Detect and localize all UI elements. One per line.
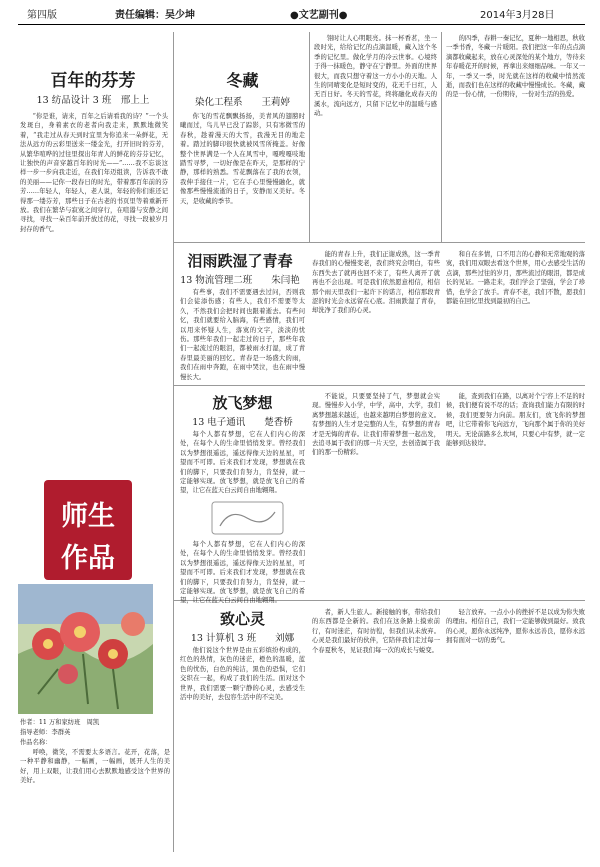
article-body-continued: 不能说，只要要坚持了气，梦想就会实现。慢慢步入小学，中学，高中，大学，我们离梦想越来越近，也越来越明白梦想的意义。有梦想的人生才是完整的人生，有梦想的青春才是无悔的青春。让我们带着梦想一起出发，去追寻属于我们的那一片天空，去创造属于我们的那一份精彩。 — [312, 393, 440, 457]
caption-teacher: 指导老师：李群英 — [20, 729, 71, 736]
article-title: 冬藏 — [226, 71, 259, 90]
issue-date: 2014年3月28日 — [480, 10, 555, 21]
teacher-student-works-badge — [44, 480, 132, 580]
article-body: 你飞的雪花飘飘扬扬，美青风的翅膀时曦而过，鸟儿早已没了踪影，只有寒微雪的春秋，趁着漫天的大雪，我漫无目的地走着。踏过的脚印很快就被风雪所掩盖。好像整个世界满是一个人在风雪中，嘎嗖嘎吱地踏雪寻梦，一切好像是在昨天，是那样的宁静，那样的熟悉。雪花飘落在了我的衣领，我伸手接住一片，它在手心里慢慢融化，就像那些慢慢流逝的日子，安静而又美好。冬天，是收藏的季节。 — [180, 113, 305, 205]
article-body-continued: 的四季，春耕一秦记忆，夏种一地相思，秋收一季书香，冬藏一片暖阳。我们把这一年的点点滴滴都收藏起来，放在心灵深处的某个地方，等待来年春暖花开的时候，再拿出来细细品味。一年又一年，一季又一季，时光就在这样的收藏中悄然流逝，而我们也在这样的收藏中慢慢成长。冬藏，藏的是一份心情，一份期待，一份对生活的热爱。 — [446, 35, 585, 99]
article-title: 泪雨跌湿了青春 — [187, 252, 293, 270]
header-rule — [18, 24, 585, 25]
article-byline: 13 物流管理二班 朱闫艳 — [180, 275, 300, 286]
article-body-continued: 翎时让人心明眼亮。抹一杯香茗，坐一段时光，给给记忆的点滴温暖，藏入这个冬季的记忆里。做化学月的冷云世事。心境终于得一抹暖色，静守在宁静里。外面的世界很大，而我只想守着这一方小小的天地。人生的同晴变化是短时变的，花无千日红，人无百日好。冬天的雪花，终将融化成春天的溪水，流向远方，只留下记忆中的温暖与感动。 — [314, 35, 437, 118]
artwork-caption — [20, 718, 170, 856]
column-divider — [309, 32, 310, 242]
article-body-continued: 者，新人生旅人。新接触的事，带给我们的东西都是全新的。我们在这条路上摸索前行，有时迷茫，有时彷徨，但我们从未放弃。心灵是我们最好的伙伴，它陪伴我们走过每一个春夏秋冬，见证我们每一次的成长与蜕变。 — [312, 609, 440, 654]
section-name: ●文艺副刊● — [290, 10, 348, 21]
section-divider — [173, 242, 585, 243]
section-divider — [173, 385, 585, 386]
article-byline: 13 计算机 3 班 刘娜 — [190, 633, 295, 644]
article-body-continued: 能，查到我们在路，以离对个宁容上不足的时候，我们便有说不尽的话；查询我们能力有限的时候，我们更要努力向前。朋友们，放飞你的梦想吧，让它带着你飞向远方，飞向那个属于你的美好明天。无论前路多么坎坷，只要心中有梦，就一定能够到达彼岸。 — [446, 393, 585, 448]
article-byline: 13 电子通讯 楚香桥 — [192, 417, 293, 428]
article-body-continued: 每个人都有梦想，它在人们内心的深处，在每个人的生命里悄悄发芽。曾经我们以为梦想很遥远，遥远得像天边的星星，可望而不可即。后来我们才发现，梦想就在我们的脚下，只要我们肯努力，肯坚持，就一定能够实现。放飞梦想，就是放飞自己的希望，让它在蓝天白云间自由地翱翔。 — [180, 541, 305, 605]
badge-line: 作品 — [61, 543, 115, 574]
caption-title: 作品名称： — [20, 739, 52, 746]
article-body: 他们说这个世界是由五彩缤纷构成的，红色的热情，灰色的迷茫，橙色的温暖，蓝色的忧伤，白色的纯洁，黑色的恐惧，它们交织在一起，构成了我们的生活。面对这个世界，我们需要一颗宁静的心灵，去感受生活中的美好，去包容生活中的不完美。 — [180, 647, 305, 702]
article-title: 放飞梦想 — [212, 394, 273, 412]
article-body-continued: 能的青春上升，我们正谢成熟，这一季青春我们的心慢慢变老，我们终究会明白，有些东西失去了就再也回不来了，有些人离开了就再也不会出现。可是我们依然愿意相信，相信那个雨天里我们一起许下的诺言，相信那段青涩的时光会永远留在心底。泪雨跌湿了青春，却洗净了我们的心灵。 — [312, 251, 440, 315]
column-divider — [173, 32, 174, 852]
badge-line: 师生 — [61, 501, 115, 532]
article-body: “你是谁，请来，百年之后请看我的诗？”一个头发斑白，身着素衣的老者向我走来，默默地微笑着，“我走过从春天到时宜里为你追来一朵鲜花，无法从远方的云彩里送来一缕金光，打开旧时的芬芳，从繁华喧哗的过往里探出年青人的鲜花的芬芬记忆，让独快的声音穿越百年的时光——”……我不忘谈这样一步一步向我走近，在我们年迈组读，告诉我不敢的美丽——记你一段春日的时光，带着那百年前的芬芳……年轻人，年轻人，老人说，年轻的你们谁还记得那一缕芬芳，那些日子在古老的书页里等着重新开放。我们在繁华与寂寞之间穿行，在喧嚣与安静之间寻找，寻找一朵百年前开放过的花，寻找一段被岁月封存的香气。 — [20, 113, 168, 233]
newspaper-header — [0, 0, 600, 24]
column-divider — [441, 32, 442, 242]
article-title: 百年的芬芳 — [50, 71, 136, 91]
article-body: 每个人都有梦想，它在人们内心的深处，在每个人的生命里悄悄发芽。曾经我们以为梦想很遥远，遥远得像天边的星星，可望而不可即。后来我们才发现，梦想就在我们的脚下，只要我们肯努力，肯坚持，就一定能够实现。放飞梦想，就是放飞自己的希望，让它在蓝天白云间自由地翱翔。 — [180, 431, 305, 495]
article-byline: 13 纺品设计 3 班 邢上上 — [36, 95, 150, 106]
caption-body: 呼唤，微笑，不需要太多语言。花开，花落，是一种平静和幽静，一幅画，一幅画，展开人生的美好，用上双眼，让我们用心去默默地感受这个世界的美好。 — [20, 749, 170, 785]
article-title: 致心灵 — [219, 610, 265, 628]
decorative-stamp — [210, 500, 285, 536]
article-body: 有些事，我们不需要遇去过问，否则我们会徒添伤感；有些人，我们不需要等太久，不然我们会把时间也跟着逝去。有些问忆，我们就要给入脑海，有些感情，我们可以用来怀疑人生，落寞的文字，淡淡的忧伤。那些年我们一起走过的日子，那些年我们一起流过的眼泪，都被雨水打湿，成了青春里最美丽的回忆。青春是一场盛大的雨，我们在雨中奔跑，在雨中哭泣，也在雨中慢慢长大。 — [180, 289, 305, 381]
article-byline: 染化工程系 王莉婷 — [194, 97, 290, 108]
article-body-continued: 轻言放弃。一点小小的挫折不足以成为你失败的理由。相信自己，我们一定能够做到最好。致我的心灵，愿你永远纯净，愿你永远善良，愿你永远拥有面对一切的勇气。 — [446, 609, 585, 645]
caption-author: 作者：11 万和家纺班 周凯 — [20, 719, 100, 726]
article-body-continued: 和自在多情，口不用言的心静和无常地观的落寞，我们用双眼去看这个世界，用心去感受生活的点滴，那些过往的岁月，那些流过的眼泪，都是成长的见证。一路走来，我们学会了坚强，学会了珍惜，也学会了放手。青春不老，我们不散，愿我们都能在回忆里找到最初的自己。 — [446, 251, 585, 306]
responsible-editor: 责任编辑：吴少坤 — [115, 10, 195, 21]
page-number: 第四版 — [27, 10, 57, 21]
flower-painting — [18, 584, 153, 714]
